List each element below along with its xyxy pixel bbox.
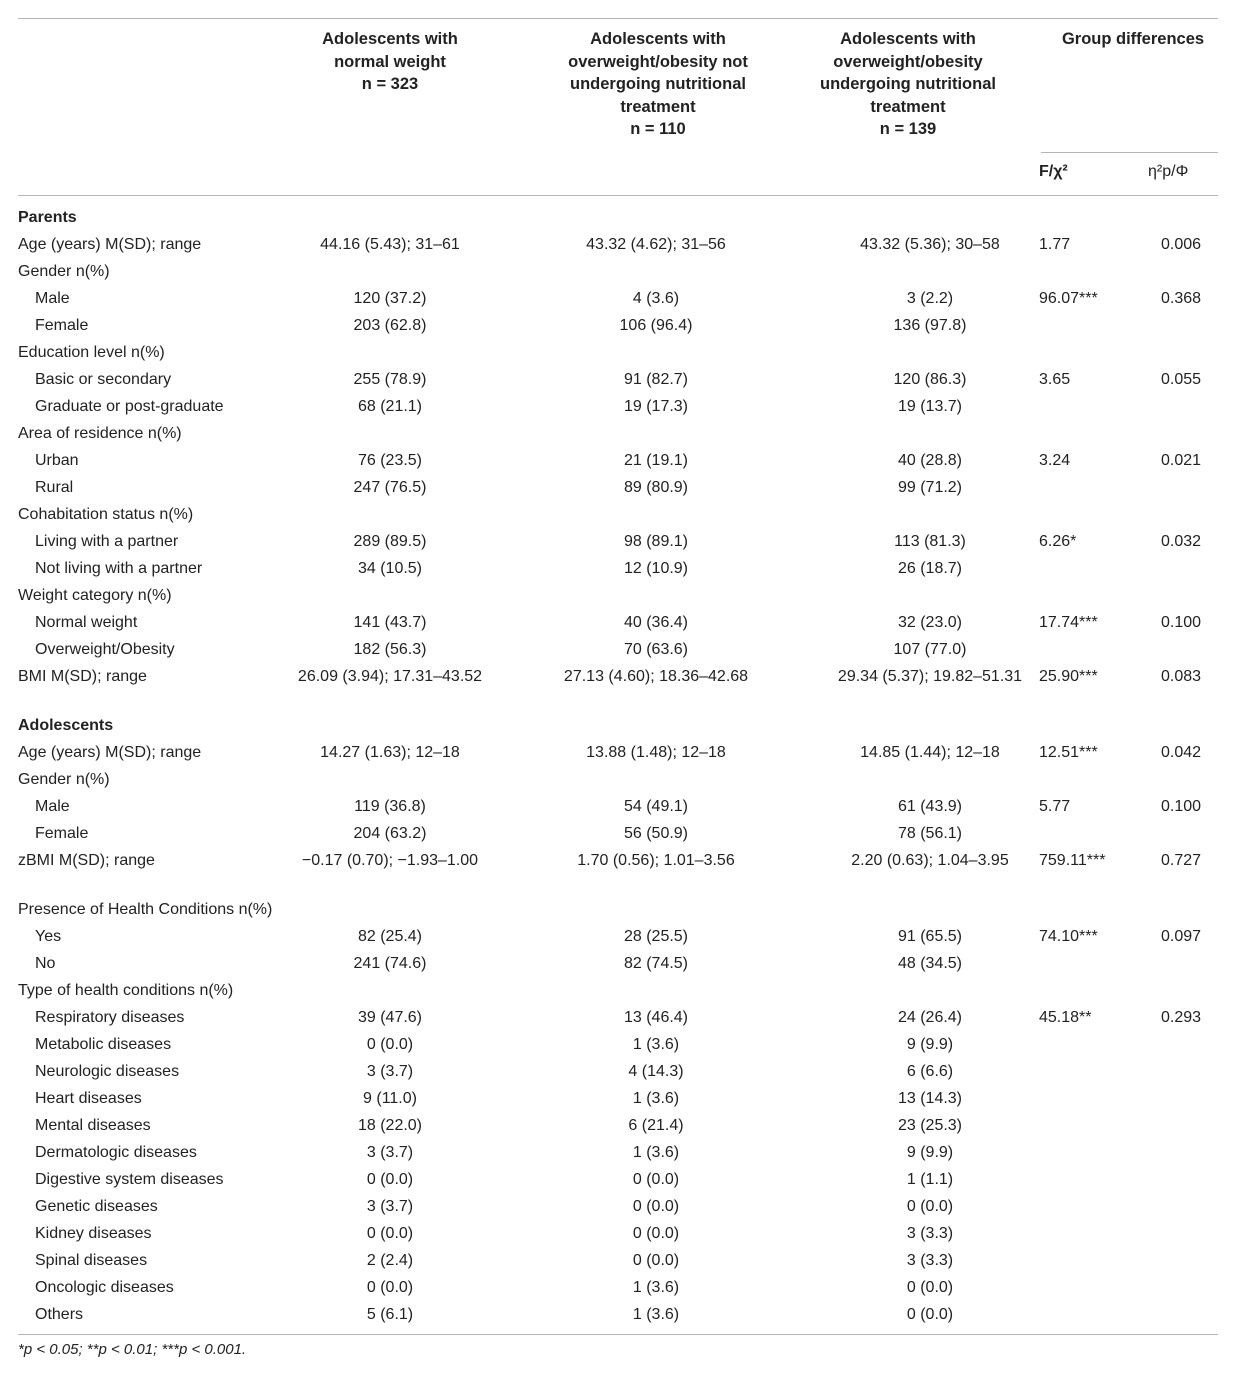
cell-1: 0 (0.0): [366, 1171, 414, 1188]
cell-1: 26.09 (3.94); 17.31–43.52: [297, 668, 483, 685]
row-label: BMI M(SD); range: [18, 668, 147, 685]
cell-2: 27.13 (4.60); 18.36–42.68: [563, 668, 749, 685]
row-label: Female: [35, 825, 89, 842]
cell-3: 26 (18.7): [897, 560, 963, 577]
cell-2: 82 (74.5): [623, 955, 689, 972]
row-label: Metabolic diseases: [35, 1036, 172, 1053]
row-label: Others: [35, 1306, 84, 1323]
cell-3: 99 (71.2): [897, 479, 963, 496]
cell-2: 91 (82.7): [623, 371, 689, 388]
cell-5: 0.100: [1161, 798, 1202, 815]
cell-1: 39 (47.6): [357, 1009, 423, 1026]
cell-2: 1.70 (0.56); 1.01–3.56: [577, 852, 735, 869]
cell-1: 3 (3.7): [366, 1063, 414, 1080]
row-label: Parents: [18, 209, 77, 226]
row-label: Male: [35, 798, 70, 815]
cell-1: 3 (3.7): [366, 1198, 414, 1215]
cell-3: 29.34 (5.37); 19.82–51.31: [837, 668, 1023, 685]
table-row: [18, 923, 1218, 950]
cell-4: 12.51***: [1039, 744, 1098, 761]
cell-1: 68 (21.1): [357, 398, 423, 415]
row-label: Neurologic diseases: [35, 1063, 180, 1080]
cell-1: 0 (0.0): [366, 1225, 414, 1242]
header-stat-f-chi: F/χ²: [1039, 163, 1068, 180]
table-row: [18, 1220, 1218, 1247]
cell-2: 4 (14.3): [628, 1063, 684, 1080]
cell-5: 0.097: [1161, 928, 1202, 945]
cell-1: 0 (0.0): [366, 1036, 414, 1053]
cell-2: 54 (49.1): [623, 798, 689, 815]
table-row: [18, 847, 1218, 896]
cell-1: 44.16 (5.43); 31–61: [320, 236, 460, 253]
cell-4: 25.90***: [1039, 668, 1098, 685]
cell-1: 120 (37.2): [353, 290, 427, 307]
cell-1: 34 (10.5): [357, 560, 423, 577]
cell-5: 0.021: [1161, 452, 1202, 469]
cell-1: 141 (43.7): [353, 614, 427, 631]
cell-1: 0 (0.0): [366, 1279, 414, 1296]
row-label: Male: [35, 290, 70, 307]
table-body: [18, 196, 1218, 1334]
table-row: [18, 609, 1218, 636]
cell-1: 203 (62.8): [353, 317, 427, 334]
row-label: Digestive system diseases: [35, 1171, 224, 1188]
row-label: Age (years) M(SD); range: [18, 236, 202, 253]
row-label: Rural: [35, 479, 74, 496]
cell-3: 23 (25.3): [897, 1117, 963, 1134]
cell-5: 0.083: [1161, 668, 1202, 685]
row-label: Cohabitation status n(%): [18, 506, 194, 523]
cell-3: 136 (97.8): [893, 317, 967, 334]
cell-3: 3 (2.2): [906, 290, 954, 307]
row-label: Gender n(%): [18, 771, 110, 788]
cell-4: 759.11***: [1039, 852, 1106, 869]
cell-2: 1 (3.6): [632, 1144, 680, 1161]
table-row: [18, 1274, 1218, 1301]
cell-2: 6 (21.4): [628, 1117, 684, 1134]
table-row: [18, 582, 1218, 609]
row-label: Area of residence n(%): [18, 425, 182, 442]
cell-1: 255 (78.9): [353, 371, 427, 388]
table-row: [18, 636, 1218, 663]
table-row: [18, 1139, 1218, 1166]
section-row: [18, 204, 1218, 231]
cell-2: 106 (96.4): [619, 317, 693, 334]
table-row: [18, 393, 1218, 420]
bottom-rule: [18, 1334, 1218, 1335]
cell-3: 13 (14.3): [897, 1090, 963, 1107]
table-row: [18, 1247, 1218, 1274]
cell-4: 1.77: [1039, 236, 1071, 253]
table-row: [18, 1031, 1218, 1058]
row-label: zBMI M(SD); range: [18, 852, 155, 869]
row-label: Age (years) M(SD); range: [18, 744, 202, 761]
cell-2: 28 (25.5): [623, 928, 689, 945]
table-row: [18, 258, 1218, 285]
cell-3: 1 (1.1): [906, 1171, 954, 1188]
row-label: Kidney diseases: [35, 1225, 152, 1242]
table-row: [18, 1004, 1218, 1031]
cell-1: 76 (23.5): [357, 452, 423, 469]
row-label: Living with a partner: [35, 533, 179, 550]
table-row: [18, 1166, 1218, 1193]
cell-2: 70 (63.6): [623, 641, 689, 658]
row-label: Mental diseases: [35, 1117, 151, 1134]
row-label: Not living with a partner: [35, 560, 203, 577]
table-row: [18, 739, 1218, 766]
table-row: [18, 1058, 1218, 1085]
cell-2: 21 (19.1): [623, 452, 689, 469]
cell-2: 89 (80.9): [623, 479, 689, 496]
table-row: [18, 1193, 1218, 1220]
table-row: [18, 528, 1218, 555]
table-row: [18, 1301, 1218, 1328]
header-normal-weight: [308, 28, 472, 96]
footnote: *p < 0.05; **p < 0.01; ***p < 0.001.: [18, 1341, 247, 1358]
cell-3: 3 (3.3): [906, 1225, 954, 1242]
cell-5: 0.006: [1161, 236, 1202, 253]
cell-2: 40 (36.4): [623, 614, 689, 631]
cell-3: 2.20 (0.63); 1.04–3.95: [851, 852, 1009, 869]
cell-2: 0 (0.0): [632, 1252, 680, 1269]
cell-3: 43.32 (5.36); 30–58: [860, 236, 1000, 253]
cell-3: 0 (0.0): [906, 1279, 954, 1296]
cell-2: 0 (0.0): [632, 1198, 680, 1215]
row-label: Overweight/Obesity: [35, 641, 175, 658]
table-row: [18, 793, 1218, 820]
cell-5: 0.293: [1161, 1009, 1202, 1026]
cell-3: 0 (0.0): [906, 1198, 954, 1215]
cell-5: 0.100: [1161, 614, 1202, 631]
cell-2: 12 (10.9): [623, 560, 689, 577]
row-label: Type of health conditions n(%): [18, 982, 234, 999]
cell-3: 6 (6.6): [906, 1063, 954, 1080]
cell-3: 3 (3.3): [906, 1252, 954, 1269]
cell-1: 82 (25.4): [357, 928, 423, 945]
cell-3: 78 (56.1): [897, 825, 963, 842]
cell-1: 5 (6.1): [366, 1306, 414, 1323]
cell-1: 204 (63.2): [353, 825, 427, 842]
row-label: Adolescents: [18, 717, 114, 734]
cell-2: 19 (17.3): [623, 398, 689, 415]
cell-2: 4 (3.6): [632, 290, 680, 307]
table-row: [18, 231, 1218, 258]
row-label: No: [35, 955, 56, 972]
table-row: [18, 501, 1218, 528]
row-label: Graduate or post-graduate: [35, 398, 224, 415]
cell-3: 120 (86.3): [893, 371, 967, 388]
cell-1: 182 (56.3): [353, 641, 427, 658]
cell-1: 247 (76.5): [353, 479, 427, 496]
table-row: [18, 820, 1218, 847]
header-normal-weight-n: n = 323: [361, 75, 419, 93]
cell-3: 9 (9.9): [906, 1036, 954, 1053]
table-row: [18, 339, 1218, 366]
table-row: [18, 366, 1218, 393]
table-row: [18, 977, 1218, 1004]
cell-2: 13.88 (1.48); 12–18: [586, 744, 726, 761]
cell-3: 48 (34.5): [897, 955, 963, 972]
table-row: [18, 1085, 1218, 1112]
cell-4: 3.65: [1039, 371, 1071, 388]
cell-1: 14.27 (1.63); 12–18: [320, 744, 460, 761]
cell-1: 3 (3.7): [366, 1144, 414, 1161]
cell-1: 289 (89.5): [353, 533, 427, 550]
cell-5: 0.727: [1161, 852, 1202, 869]
table-row: [18, 766, 1218, 793]
table-row: [18, 285, 1218, 312]
cell-3: 40 (28.8): [897, 452, 963, 469]
header-normal-weight-title: Adolescents with normal weight: [322, 30, 458, 71]
cell-3: 91 (65.5): [897, 928, 963, 945]
cell-5: 0.055: [1161, 371, 1202, 388]
cell-4: 17.74***: [1039, 614, 1098, 631]
row-label: Dermatologic diseases: [35, 1144, 197, 1161]
cell-4: 6.26*: [1039, 533, 1077, 550]
table-row: [18, 663, 1218, 712]
row-label: Presence of Health Conditions n(%): [18, 901, 273, 918]
section-row: [18, 712, 1218, 739]
cell-4: 45.18**: [1039, 1009, 1092, 1026]
cell-1: 119 (36.8): [354, 798, 426, 815]
row-label: Gender n(%): [18, 263, 110, 280]
header-treatment-title: Adolescents with overweight/obesity undergoing nutritional treatment: [820, 30, 996, 116]
table-row: [18, 312, 1218, 339]
cell-4: 74.10***: [1039, 928, 1098, 945]
table-header: [18, 19, 1218, 195]
cell-4: 5.77: [1039, 798, 1071, 815]
table-row: [18, 1112, 1218, 1139]
cell-1: 18 (22.0): [357, 1117, 423, 1134]
header-no-treatment-title: Adolescents with overweight/obesity not undergoing nutritional treatment: [568, 30, 748, 116]
cell-4: 96.07***: [1039, 290, 1098, 307]
row-label: Normal weight: [35, 614, 138, 631]
row-label: Urban: [35, 452, 79, 469]
row-label: Respiratory diseases: [35, 1009, 185, 1026]
table-row: [18, 420, 1218, 447]
cell-3: 9 (9.9): [906, 1144, 954, 1161]
cell-2: 0 (0.0): [632, 1225, 680, 1242]
header-no-treatment-n: n = 110: [630, 120, 686, 138]
cell-2: 56 (50.9): [623, 825, 689, 842]
cell-2: 1 (3.6): [632, 1306, 680, 1323]
cell-5: 0.042: [1161, 744, 1202, 761]
header-treatment: [813, 28, 1003, 141]
table-row: [18, 474, 1218, 501]
table-row: [18, 555, 1218, 582]
cell-1: 2 (2.4): [366, 1252, 414, 1269]
cell-3: 0 (0.0): [906, 1306, 954, 1323]
cell-3: 14.85 (1.44); 12–18: [860, 744, 1000, 761]
cell-2: 1 (3.6): [632, 1036, 680, 1053]
header-treatment-n: n = 139: [879, 120, 937, 138]
data-table: [18, 18, 1218, 1358]
cell-3: 24 (26.4): [897, 1009, 963, 1026]
table-row: [18, 447, 1218, 474]
cell-3: 107 (77.0): [893, 641, 967, 658]
cell-2: 13 (46.4): [623, 1009, 689, 1026]
cell-2: 1 (3.6): [632, 1090, 680, 1107]
cell-5: 0.368: [1161, 290, 1202, 307]
cell-5: 0.032: [1161, 533, 1202, 550]
cell-1: −0.17 (0.70); −1.93–1.00: [301, 852, 479, 869]
cell-2: 0 (0.0): [632, 1171, 680, 1188]
row-label: Yes: [35, 928, 62, 945]
cell-3: 32 (23.0): [897, 614, 963, 631]
cell-1: 9 (11.0): [363, 1090, 417, 1107]
row-label: Female: [35, 317, 89, 334]
header-stat-eta-phi: η²p/Φ: [1148, 163, 1189, 180]
row-label: Spinal diseases: [35, 1252, 148, 1269]
cell-3: 19 (13.7): [897, 398, 963, 415]
cell-3: 61 (43.9): [897, 798, 963, 815]
row-label: Heart diseases: [35, 1090, 142, 1107]
row-label: Weight category n(%): [18, 587, 172, 604]
cell-2: 43.32 (4.62); 31–56: [586, 236, 726, 253]
header-no-treatment: [538, 28, 778, 141]
cell-2: 98 (89.1): [623, 533, 689, 550]
row-label: Oncologic diseases: [35, 1279, 174, 1296]
group-differences-rule: [1041, 152, 1218, 153]
row-label: Basic or secondary: [35, 371, 172, 388]
cell-4: 3.24: [1039, 452, 1071, 469]
cell-3: 113 (81.3): [894, 533, 966, 550]
table-row: [18, 896, 1218, 923]
cell-1: 241 (74.6): [353, 955, 427, 972]
row-label: Education level n(%): [18, 344, 165, 361]
row-label: Genetic diseases: [35, 1198, 158, 1215]
header-group-differences: Group differences: [1061, 30, 1205, 48]
cell-2: 1 (3.6): [632, 1279, 680, 1296]
table-row: [18, 950, 1218, 977]
